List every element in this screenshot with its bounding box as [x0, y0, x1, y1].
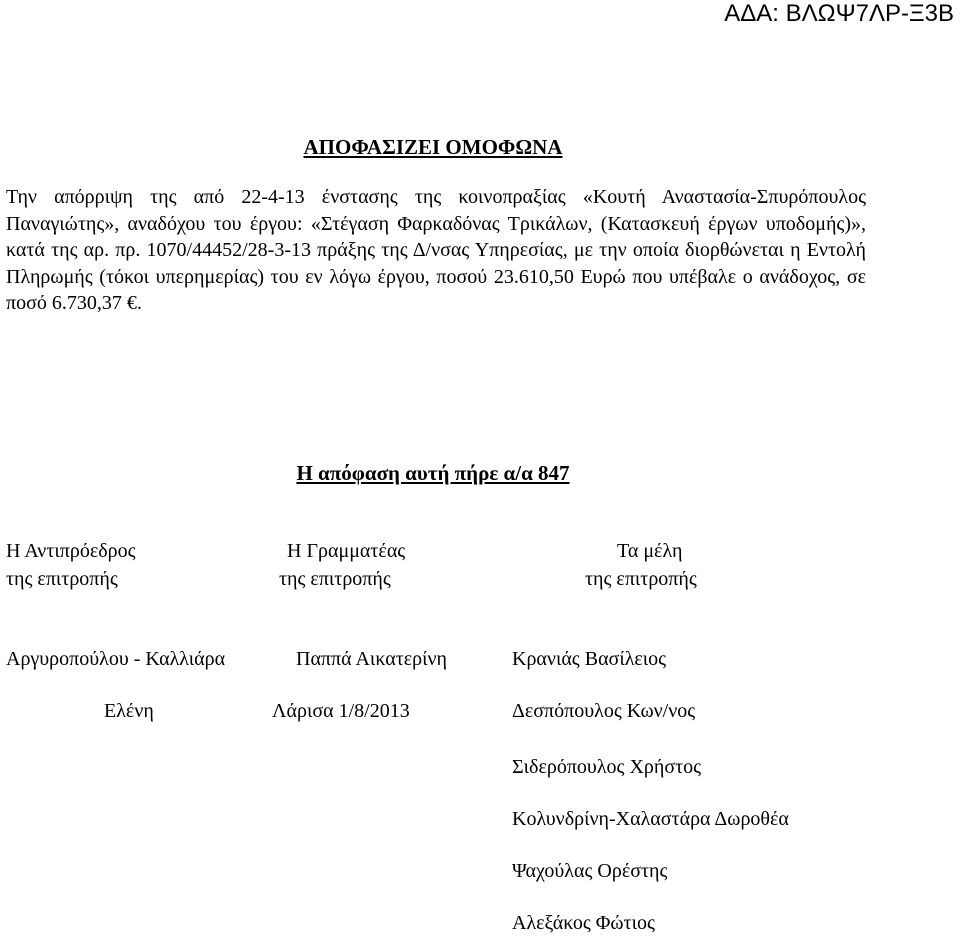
secretary-subtitle: της επιτροπής — [279, 568, 391, 590]
members-title: Τα μέλη — [617, 540, 683, 562]
decision-number-line: Η απόφαση αυτή πήρε α/α 847 — [296, 461, 570, 485]
member-name: Κολυνδρίνη-Χαλαστάρα Δωροθέα — [512, 808, 789, 830]
member-name: Ψαχούλας Ορέστης — [512, 860, 668, 882]
vice-chair-subtitle: της επιτροπής — [6, 568, 118, 590]
place-and-date: Λάρισα 1/8/2013 — [272, 700, 410, 722]
secretary-name: Παππά Αικατερίνη — [296, 648, 447, 670]
member-name: Δεσπόπουλος Κων/νος — [512, 700, 696, 722]
vice-chair-title: Η Αντιπρόεδρος — [6, 540, 136, 562]
decision-body-paragraph: Την απόρριψη της από 22-4-13 ένστασης της κοινοπραξίας «Κουτή Αναστασία-Σπυρόπουλος Παναγιώτης», αναδόχου του έργου: «Στέγαση Φαρκαδόνας Τρικάλων, (Κατασκευή έργων υποδομής)», κατά της αρ. πρ. 1070/44452/28-3-13 πράξης της Δ/νσας Υπηρεσίας, με την οποία διορθώνεται η Εντολή Πληρωμής (τόκοι υπερημερίας) του εν λόγω έργου, ποσού 23.610,50 Ευρώ που υπέβαλε ο ανάδοχος, σε ποσό 6.730,37 €. — [6, 186, 866, 314]
vice-chair-name-continued: Ελένη — [104, 700, 154, 722]
vice-chair-name: Αργυροπούλου - Καλλιάρα — [6, 648, 226, 670]
member-name: Κρανιάς Βασίλειος — [512, 648, 667, 670]
member-name: Σιδερόπουλος Χρήστος — [512, 756, 702, 778]
decision-heading: ΑΠΟΦΑΣΙΖΕΙ ΟΜΟΦΩΝΑ — [303, 135, 563, 159]
ada-code: ΑΔΑ: ΒΛΩΨ7ΛΡ-Ξ3Β — [724, 0, 954, 27]
secretary-title: Η Γραμματέας — [287, 540, 406, 562]
member-name: Αλεξάκος Φώτιος — [512, 912, 655, 934]
members-subtitle: της επιτροπής — [585, 568, 697, 590]
